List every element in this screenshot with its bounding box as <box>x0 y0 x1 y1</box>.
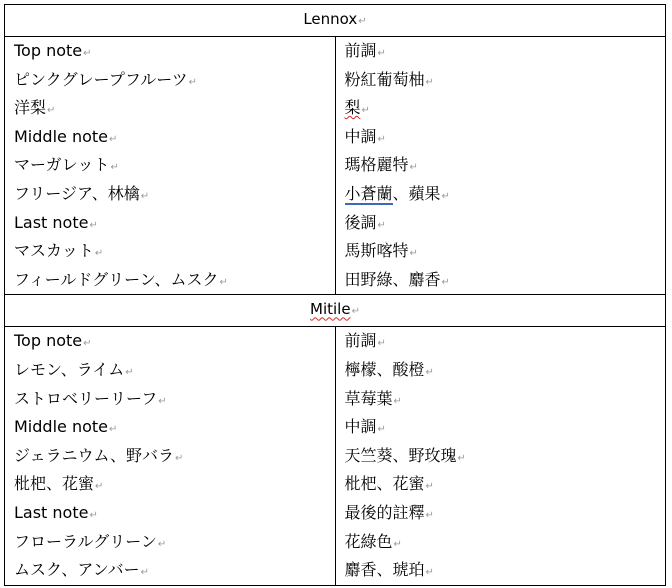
note-line-chinese: 後調↵ <box>344 212 386 232</box>
note-line-japanese: Last note↵ <box>14 502 98 522</box>
section-title: Lennox <box>303 10 358 28</box>
note-line-chinese: 草莓葉↵ <box>344 388 402 408</box>
note-line-chinese: 馬斯喀特↵ <box>344 241 418 261</box>
note-line-japanese: フローラルグリーン↵ <box>14 531 167 551</box>
note-line-japanese: ムスク、アンバー↵ <box>14 560 149 580</box>
note-line-japanese: レモン、ライム↵ <box>14 359 134 379</box>
section-title-cell <box>5 5 666 37</box>
note-line-chinese: 中調↵ <box>344 126 386 146</box>
section-header-row <box>5 5 666 37</box>
note-line-japanese: フィールドグリーン、ムスク↵ <box>14 269 228 289</box>
note-line-japanese: ストロベリーリーフ↵ <box>14 388 167 408</box>
note-line-japanese: フリージア、林檎↵ <box>14 183 150 203</box>
note-line-chinese: 前調↵ <box>344 331 386 351</box>
section-header-row <box>5 295 666 327</box>
note-line-japanese: 枇杷、花蜜↵ <box>14 474 104 494</box>
note-line-chinese: 花綠色↵ <box>344 531 402 551</box>
note-line-japanese: Middle note↵ <box>14 417 118 437</box>
note-line-japanese: ピンクグレープフルーツ↵ <box>14 69 197 89</box>
note-line-japanese: 洋梨↵ <box>14 98 56 118</box>
section-body-row <box>5 327 666 585</box>
note-line-japanese: マーガレット↵ <box>14 155 119 175</box>
chinese-column <box>335 37 666 295</box>
note-line-chinese: 枇杷、花蜜↵ <box>344 474 434 494</box>
note-line-chinese: 檸檬、酸橙↵ <box>344 359 434 379</box>
note-line-chinese: 麝香、琥珀↵ <box>344 560 434 580</box>
note-line-chinese: 最後的註釋↵ <box>344 502 434 522</box>
note-line-japanese: マスカット↵ <box>14 241 104 261</box>
note-line-japanese: Middle note↵ <box>14 126 118 146</box>
note-line-chinese: 田野綠、麝香↵ <box>344 269 450 289</box>
note-line-chinese: 梨↵ <box>344 98 370 118</box>
note-line-chinese: 粉紅葡萄柚↵ <box>344 69 434 89</box>
note-line-chinese: 中調↵ <box>344 417 386 437</box>
note-line-japanese: Top note↵ <box>14 331 92 351</box>
note-line-chinese: 小蒼蘭、蘋果↵ <box>344 183 450 203</box>
note-line-japanese: Top note↵ <box>14 41 92 60</box>
section-title-cell <box>5 295 666 327</box>
japanese-column <box>5 37 336 295</box>
section-body-row <box>5 37 666 295</box>
note-line-chinese: 瑪格麗特↵ <box>344 155 418 175</box>
japanese-column <box>5 327 336 585</box>
paragraph-mark: ↵ <box>351 306 360 318</box>
note-line-japanese: Last note↵ <box>14 212 98 232</box>
note-line-chinese: 天竺葵、野玫瑰↵ <box>344 445 466 465</box>
chinese-column <box>335 327 666 585</box>
section-title: Mitile <box>310 300 351 319</box>
notes-table <box>4 4 666 586</box>
note-line-chinese: 前調↵ <box>344 41 386 60</box>
note-line-japanese: ジェラニウム、野バラ↵ <box>14 445 184 465</box>
paragraph-mark: ↵ <box>358 16 367 27</box>
